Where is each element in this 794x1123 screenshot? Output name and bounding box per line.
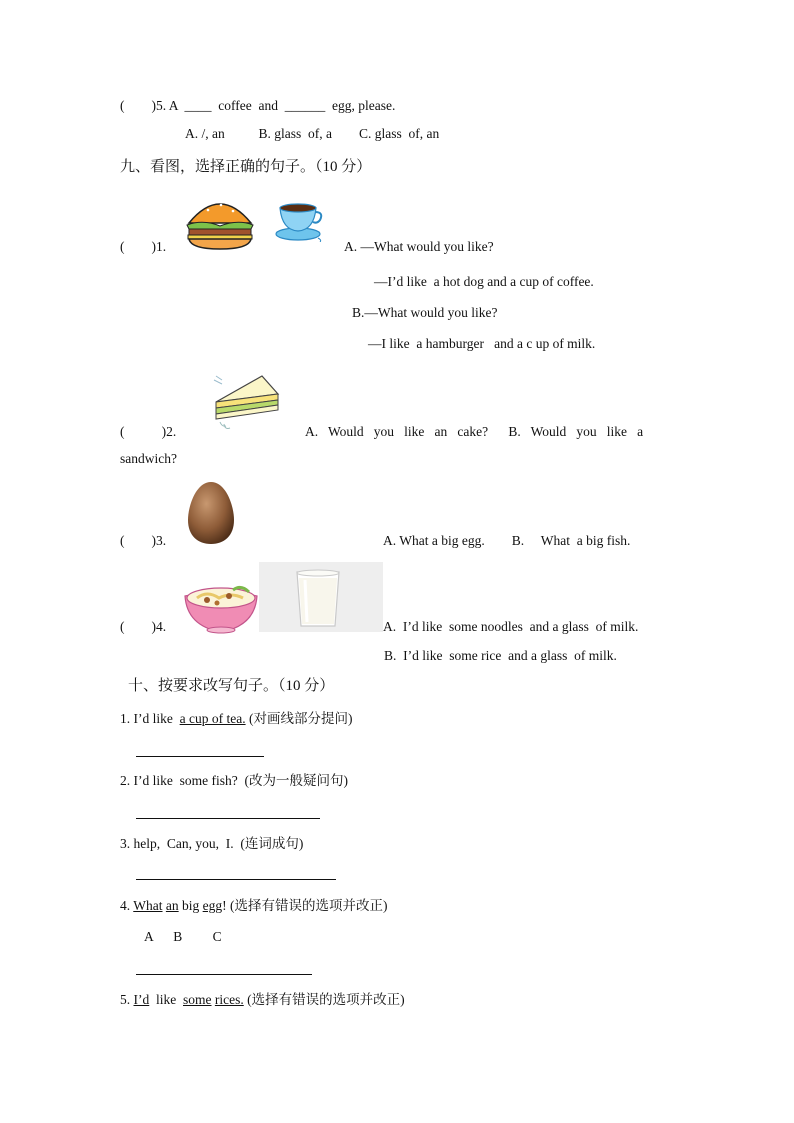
answer-line-2[interactable] [136,818,320,819]
q5-options: A. /, an B. glass of, a C. glass of, an [185,126,440,141]
q9-1-number: ( )1. [120,239,167,254]
q5-line: ( )5. A ____ coffee and ______ egg, please. [120,98,396,113]
q9-1-option-b-answer: —I like a hamburger and a c up of milk. [368,336,596,351]
egg-icon [186,480,236,546]
q9-2-number: ( )2. [120,424,177,439]
q9-3-number: ( )3. [120,533,167,548]
q9-2-options: A. Would you like an cake? B. Would you like a [305,424,644,439]
section10-title: 十、按要求改写句子。（10 分） [128,678,335,694]
answer-line-4[interactable] [136,974,312,975]
q9-1-option-a-answer: —I’d like a hot dog and a cup of coffee. [374,274,594,289]
section9-title: 九、看图，选择正确的句子。（10 分） [120,159,372,175]
noodles-bowl-icon [183,576,259,634]
underlined-phrase: a cup of tea. [179,711,246,726]
sandwich-icon [210,372,282,432]
q9-2-options-cont: sandwich? [120,451,177,466]
hamburger-icon [183,193,257,253]
glass-of-milk-icon [259,562,383,632]
answer-line-3[interactable] [136,879,336,880]
q10-4-option-letters: A B C [144,929,222,944]
q9-3-options: A. What a big egg. B. What a big fish. [383,533,631,548]
q10-4: 4. What an big egg! (选择有错误的选项并改正) [120,898,388,913]
q9-1-option-a: A. —What would you like? [344,239,494,254]
q9-4-number: ( )4. [120,619,167,634]
q9-1-option-b: B.—What would you like? [352,305,498,320]
coffee-cup-icon [274,200,326,242]
q9-4-option-a: A. I’d like some noodles and a glass of milk. [383,619,639,634]
q10-2: 2. I’d like some fish? (改为一般疑问句) [120,773,348,788]
q10-5: 5. I’d like some rices. (选择有错误的选项并改正) [120,992,405,1007]
q10-3: 3. help, Can, you, I. (连词成句) [120,836,304,851]
q10-1: 1. I’d like a cup of tea. (对画线部分提问) [120,711,353,726]
q9-4-option-b: B. I’d like some rice and a glass of milk. [384,648,617,663]
answer-line-1[interactable] [136,756,264,757]
